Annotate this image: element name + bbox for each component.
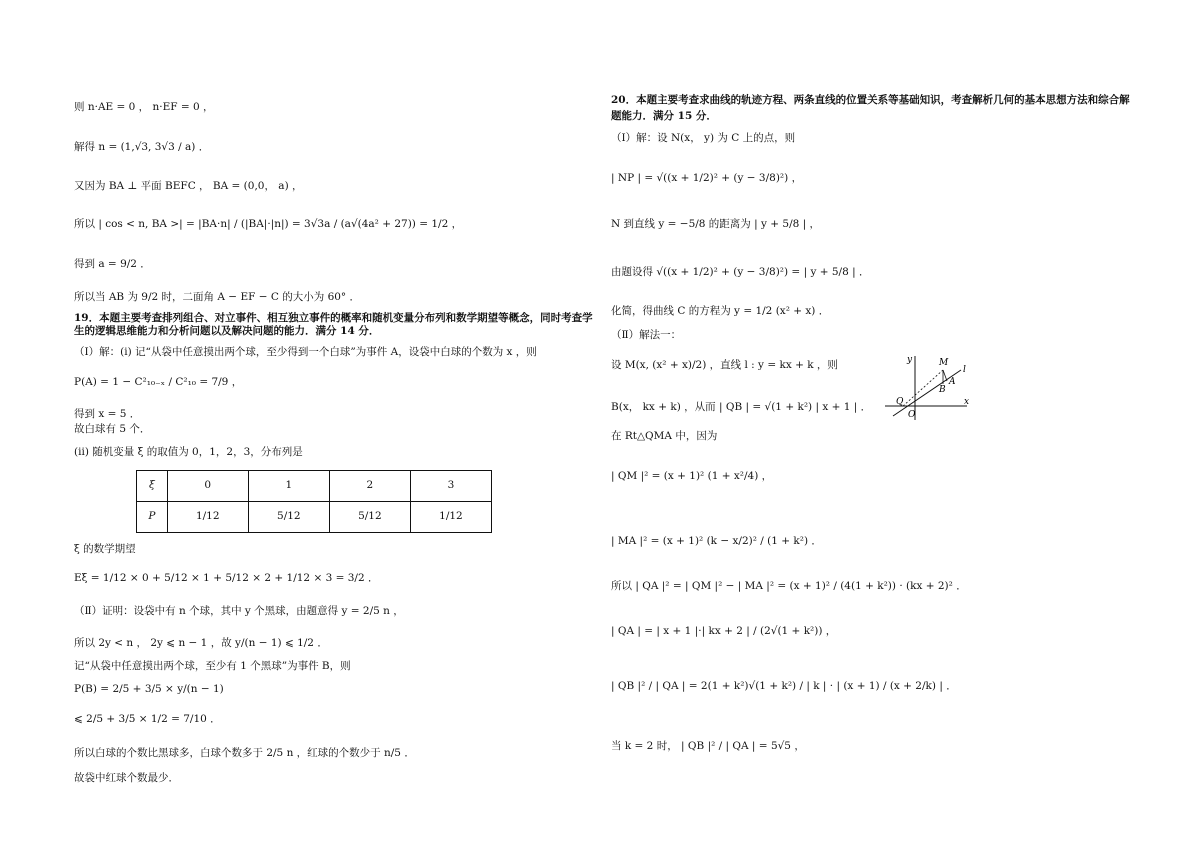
q20-line-12: 所以 | QA |² = | QM |² − | MA |² = (x + 1)² / (4(1 + k²)) · (kx + 2)² ． xyxy=(611,580,967,592)
q19-line-5: (ii) 随机变量 ξ 的取值为 0，1，2，3，分布列是 xyxy=(74,446,303,458)
q20-line-13: | QA | = | x + 1 |·| kx + 2 | / (2√(1 + k²)) ， xyxy=(611,625,837,637)
fig-label-x: x xyxy=(964,397,970,407)
q20-line-3: N 到直线 y = −5/8 的距离为 | y + 5/8 | ， xyxy=(611,218,821,230)
table-header-row xyxy=(137,471,492,502)
segment-qm xyxy=(903,370,943,406)
q20-line-8: B(x， kx + k) ，从而 | QB | = √(1 + k²) | x + 1 | ． xyxy=(611,401,872,413)
right-column xyxy=(611,0,1131,849)
q19-line-1: （Ⅰ）解：(i) 记“从袋中任意摸出两个球，至少得到一个白球”为事件 A，设袋中白球的个数为 x ，则 xyxy=(74,346,537,358)
fig-label-a: A xyxy=(949,377,956,387)
q20-line-7: 设 M(x, (x² + x)/2) ，直线 l : y = kx + k ，则 xyxy=(611,359,838,371)
left-line-1: 则 n·AE = 0 ， n·EF = 0 ， xyxy=(74,101,214,113)
table-cell: P xyxy=(137,502,168,533)
q19-line-14: 故袋中红球个数最少． xyxy=(74,772,179,784)
table-cell: 5/12 xyxy=(329,502,410,533)
left-line-6: 所以当 AB 为 9/2 时，二面角 A − EF − C 的大小为 60° ． xyxy=(74,291,361,303)
q19-line-12: ⩽ 2/5 + 3/5 × 1/2 = 7/10 ． xyxy=(74,713,221,725)
table-cell: 1/12 xyxy=(167,502,248,533)
fig-label-b: B xyxy=(939,385,946,395)
q20-line-5: 化简，得曲线 C 的方程为 y = 1/2 (x² + x) ． xyxy=(611,305,830,317)
q20-line-1: （Ⅰ）解：设 N(x， y) 为 C 上的点，则 xyxy=(611,132,796,144)
q20-line-14: | QB |² / | QA | = 2(1 + k²)√(1 + k²) / | k | · | (x + 1) / (x + 2/k) | ． xyxy=(611,680,957,692)
q19-line-9: 所以 2y < n ， 2y ⩽ n − 1 ，故 y/(n − 1) ⩽ 1/2 ． xyxy=(74,637,328,649)
q20-line-15: 当 k = 2 时， | QB |² / | QA | = 5√5 ， xyxy=(611,740,805,752)
q20-line-2: | NP | = √((x + 1/2)² + (y − 3/8)²) ， xyxy=(611,172,803,184)
table-cell: 1/12 xyxy=(410,502,491,533)
table-cell: 5/12 xyxy=(248,502,329,533)
table-cell: 2 xyxy=(329,471,410,502)
q19-title: 19．本题主要考查排列组合、对立事件、相互独立事件的概率和随机变量分布列和数学期望等概念，同时考查学生的逻辑思维能力和分析问题以及解决问题的能力．满分 14 分． xyxy=(74,312,593,338)
fig-label-m: M xyxy=(939,358,949,368)
fig-label-y: y xyxy=(907,355,913,365)
table-cell: 1 xyxy=(248,471,329,502)
table-row xyxy=(137,502,492,533)
q20-line-6: （Ⅱ）解法一： xyxy=(611,329,682,341)
distribution-table xyxy=(136,470,492,533)
segment-ma xyxy=(943,370,947,381)
left-line-3: 又因为 BA ⊥ 平面 BEFC ， BA = (0,0， a) ， xyxy=(74,180,303,192)
q20-line-11: | MA |² = (x + 1)² (k − x/2)² / (1 + k²) ． xyxy=(611,535,822,547)
q19-line-6: ξ 的数学期望 xyxy=(74,543,136,555)
left-column xyxy=(74,0,594,849)
q19-line-4: 故白球有 5 个． xyxy=(74,423,151,435)
left-line-2: 解得 n = (1,√3, 3√3 / a) ． xyxy=(74,141,210,153)
q19-line-11: P(B) = 2/5 + 3/5 × y/(n − 1) xyxy=(74,683,224,695)
q20-title-line-2: 题能力．满分 15 分． xyxy=(611,110,717,122)
q19-line-2: P(A) = 1 − C²₁₀₋ₓ / C²₁₀ = 7/9 ， xyxy=(74,376,243,388)
q20-line-4: 由题设得 √((x + 1/2)² + (y − 3/8)²) = | y + 5/8 | ． xyxy=(611,266,870,278)
fig-label-q: Q xyxy=(896,397,904,407)
left-line-4: 所以 | cos < n, BA >| = |BA·n| / (|BA|·|n|) = 3√3a / (a√(4a² + 27)) = 1/2 ， xyxy=(74,218,463,230)
q19-line-7: Eξ = 1/12 × 0 + 5/12 × 1 + 5/12 × 2 + 1/12 × 3 = 3/2 ． xyxy=(74,572,379,584)
left-line-5: 得到 a = 9/2 ． xyxy=(74,258,151,270)
q19-line-10: 记“从袋中任意摸出两个球，至少有 1 个黑球”为事件 B，则 xyxy=(74,660,351,672)
fig-label-l: l xyxy=(963,365,966,375)
table-cell: 0 xyxy=(167,471,248,502)
q19-line-3: 得到 x = 5 ． xyxy=(74,408,141,420)
q20-line-9: 在 Rt△QMA 中，因为 xyxy=(611,430,718,442)
coordinate-figure xyxy=(881,350,971,422)
q19-line-13: 所以白球的个数比黑球多，白球个数多于 2/5 n ，红球的个数少于 n/5 ． xyxy=(74,747,415,759)
table-cell: 3 xyxy=(410,471,491,502)
fig-label-o: O xyxy=(908,410,916,420)
q20-line-10: | QM |² = (x + 1)² (1 + x²/4) ， xyxy=(611,470,773,482)
q19-line-8: （Ⅱ）证明：设袋中有 n 个球，其中 y 个黑球，由题意得 y = 2/5 n ， xyxy=(74,605,404,617)
table-cell: ξ xyxy=(137,471,168,502)
q20-title-line-1: 20．本题主要考查求曲线的轨迹方程、两条直线的位置关系等基础知识，考查解析几何的基本思想方法和综合解 xyxy=(611,94,1130,106)
